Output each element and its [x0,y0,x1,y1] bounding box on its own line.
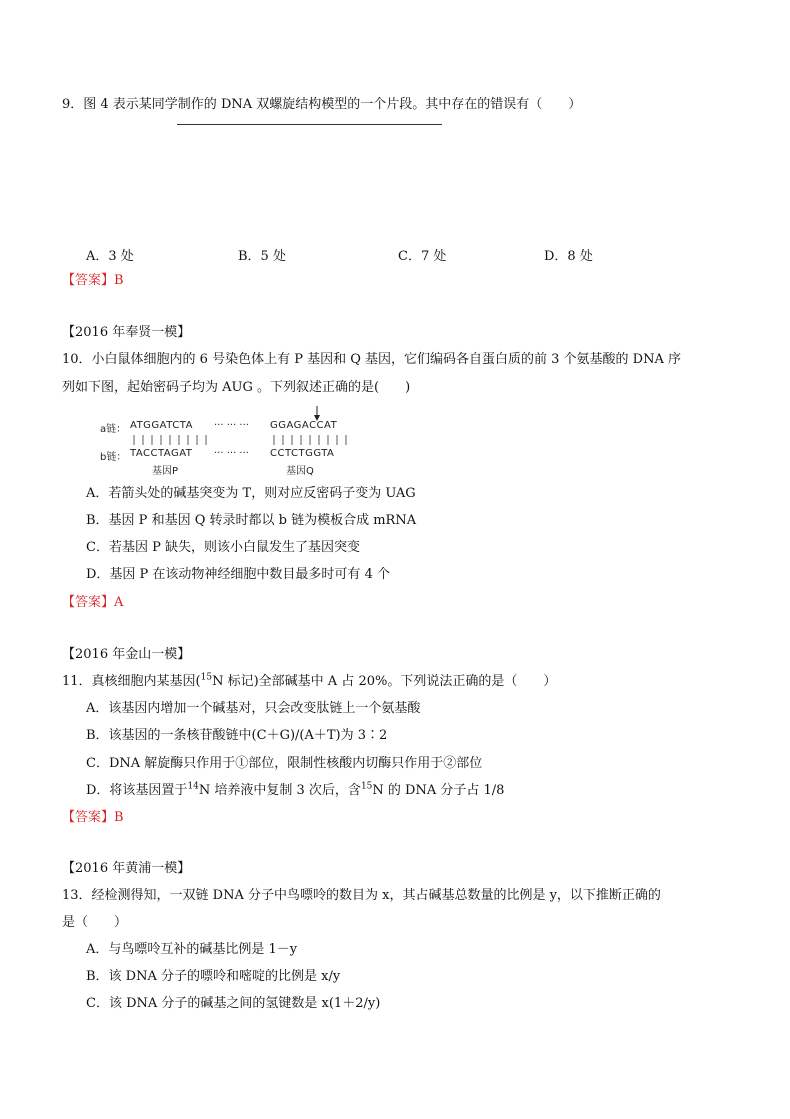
q9-answer: 【答案】B [62,273,124,288]
b-strand-dots: ··· ··· ··· [214,448,249,459]
b-strand-gene-q: CCTCTGGTA [270,448,335,459]
q9-choice-d: D．8 处 [544,249,593,264]
q13-stem-line1: 13．经检测得知，一双链 DNA 分子中鸟嘌呤的数目为 x，其占碱基总数量的比例是 y，以下推断正确的 [62,888,661,903]
q9-stem: 9．图 4 表示某同学制作的 DNA 双螺旋结构模型的一个片段。其中存在的错误有（ ） [62,97,582,112]
q13-option-a: A．与鸟嘌呤互补的碱基比例是 1－y [86,942,298,957]
a-strand-label: a链： [100,424,127,435]
q10-option-a: A．若箭头处的碱基突变为 T，则对应反密码子变为 UAG [86,486,416,501]
q10-answer: 【答案】A [62,595,124,610]
q11-option-c: C．DNA 解旋酶只作用于①部位，限制性核酸内切酶只作用于②部位 [86,756,483,771]
dna-sequence-figure [100,414,360,476]
q11-option-a: A．该基因内增加一个碱基对，只会改变肽链上一个氨基酸 [86,701,421,716]
base-pair-ticks [130,434,370,446]
figure-placeholder-line [177,124,442,125]
q10-option-b: B．基因 P 和基因 Q 转录时都以 b 链为模板合成 mRNA [86,513,417,528]
q11-stem: 11．真核细胞内某基因($^{15}$N 标记)全部碱基中 A 占 20%。下列说法正确的是（ ） [62,672,557,689]
a-strand-gene-q: GGAGACCAT [270,420,338,431]
q11-source: 【2016 年金山一模】 [62,647,191,662]
q13-option-b: B．该 DNA 分子的嘌呤和嘧啶的比例是 x/y [86,969,341,984]
q9-choice-b: B．5 处 [238,249,286,264]
q10-option-c: C．若基因 P 缺失，则该小白鼠发生了基因突变 [86,540,360,555]
gene-p-label: 基因P [152,466,179,477]
q10-stem-line2: 列如下图，起始密码子均为 AUG 。下列叙述正确的是( ) [62,380,411,395]
a-strand-dots: ··· ··· ··· [214,420,249,431]
q10-source: 【2016 年奉贤一模】 [62,325,191,340]
gene-q-label: 基因Q [286,466,314,477]
q13-option-c: C．该 DNA 分子的碱基之间的氢键数是 x(1＋2/y) [86,996,381,1011]
q10-option-d: D．基因 P 在该动物神经细胞中数目最多时可有 4 个 [86,567,390,582]
q9-choice-c: C．7 处 [398,249,447,264]
q13-source: 【2016 年黄浦一模】 [62,861,191,876]
a-strand-gene-p: ATGGATCTA [130,420,193,431]
q13-stem-line2: 是（ ） [62,915,128,930]
q11-option-b: B．该基因的一条核苷酸链中(C＋G)/(A＋T)为 3∶2 [86,728,388,743]
q9-choice-a: A．3 处 [86,249,134,264]
q10-stem-line1: 10．小白鼠体细胞内的 6 号染色体上有 P 基因和 Q 基因，它们编码各自蛋白质的前 3 个氨基酸的 DNA 序 [62,352,681,367]
q11-option-d: D．将该基因置于$^{14}$N 培养液中复制 3 次后，含$^{15}$N 的 DNA 分子占 1/8 [86,781,505,798]
b-strand-label: b链： [100,452,127,463]
q11-answer: 【答案】B [62,810,124,825]
b-strand-gene-p: TACCTAGAT [130,448,193,459]
